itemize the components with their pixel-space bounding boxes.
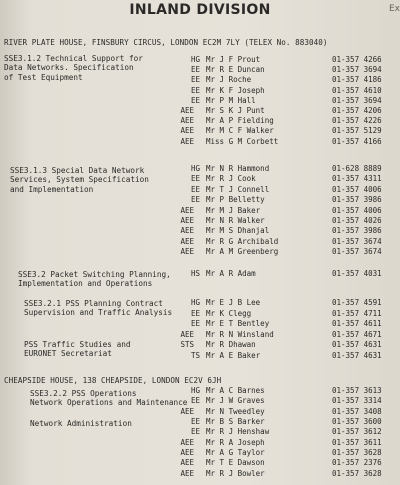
staff-telephone: 01-357 4006: [332, 184, 382, 194]
edge-mark: Ex: [388, 4, 400, 14]
staff-grade: HS: [190, 269, 200, 278]
staff-entry: [0, 86, 400, 95]
staff-grade: EE: [190, 308, 200, 318]
staff-entry: [0, 386, 400, 395]
staff-telephone: 01-357 4166: [332, 136, 382, 146]
staff-name: Mr A R Adam: [206, 269, 256, 278]
staff-name: Mr R E Duncan: [206, 65, 265, 75]
staff-grade: AEE: [180, 116, 194, 126]
staff-entry: [0, 65, 400, 74]
staff-entry: [0, 216, 400, 225]
staff-name: Mr T J Connell: [206, 184, 270, 194]
staff-name: Miss G M Corbett: [206, 136, 279, 146]
staff-entry: [0, 72, 400, 85]
staff-telephone: 01-357 3694: [332, 65, 382, 75]
staff-name: Mr A P Fielding: [206, 116, 274, 126]
section-heading-line: Network Administration: [30, 419, 132, 428]
page-title: INLAND DIVISION: [129, 2, 271, 18]
staff-telephone: 01-357 4266: [332, 55, 382, 64]
section-heading-line: SSE3.2.2 PSS Operations: [30, 389, 137, 398]
staff-name: Mr A G Taylor: [206, 447, 265, 457]
staff-grade: AEE: [180, 216, 194, 225]
staff-entry: [0, 417, 400, 426]
staff-telephone: 01-357 4610: [332, 85, 382, 95]
staff-name: Mr R J Henshaw: [206, 427, 270, 437]
staff-grade: AEE: [180, 447, 194, 457]
staff-name: Mr R J Bowler: [206, 468, 265, 478]
staff-entry: [0, 174, 400, 183]
staff-grade: EE: [190, 85, 200, 95]
staff-grade: EE: [190, 75, 200, 85]
staff-telephone: 01-357 4006: [332, 205, 382, 215]
staff-name: Mr T E Dawson: [206, 458, 265, 468]
staff-telephone: 01-628 8889: [332, 164, 382, 173]
staff-name: Mr R Dhawan: [206, 340, 256, 349]
staff-name: Mr R G Archibald: [206, 236, 279, 246]
section-heading-line: EURONET Secretariat: [24, 349, 112, 359]
staff-name: Mr J Roche: [206, 75, 252, 85]
staff-entry: [0, 137, 400, 146]
staff-grade: TS: [190, 350, 200, 360]
staff-name: Mr M S Dhanjal: [206, 226, 270, 236]
staff-name: Mr N R Hammond: [206, 164, 270, 173]
staff-grade: EE: [190, 427, 200, 437]
staff-telephone: 01-357 2376: [332, 458, 382, 468]
staff-entry: [0, 351, 400, 360]
staff-entry: [0, 164, 400, 173]
staff-name: Mr A M Greenberg: [206, 247, 279, 257]
staff-grade: AEE: [180, 468, 194, 478]
staff-telephone: 01-357 4631: [332, 350, 382, 360]
section-heading-line: of Test Equipment: [4, 72, 83, 82]
staff-grade: AEE: [180, 126, 194, 136]
staff-name: Mr M J Baker: [206, 205, 261, 215]
staff-telephone: 01-357 4186: [332, 75, 382, 85]
section-heading-line: Services, System Specification: [10, 175, 149, 185]
staff-telephone: 01-357 3628: [332, 468, 382, 478]
staff-telephone: 01-357 4671: [332, 329, 382, 339]
staff-entry: [0, 206, 400, 215]
staff-entry: [0, 226, 400, 235]
staff-name: Mr K Clegg: [206, 308, 252, 318]
staff-telephone: 01-357 4226: [332, 116, 382, 126]
staff-grade: HG: [190, 55, 200, 64]
staff-telephone: 01-357 4631: [332, 340, 382, 349]
staff-entry: [0, 427, 400, 436]
staff-grade: AEE: [180, 437, 194, 447]
staff-name: Mr J F Prout: [206, 55, 261, 64]
staff-grade: EE: [190, 417, 200, 426]
staff-entry: [0, 126, 400, 135]
staff-entry: [0, 269, 400, 278]
staff-entry: [0, 340, 400, 349]
section-heading-line: PSS Traffic Studies and: [24, 340, 131, 349]
staff-grade: AEE: [180, 106, 194, 115]
section-heading-line: SSE3.2 Packet Switching Planning,: [18, 270, 171, 279]
staff-name: Mr A E Baker: [206, 350, 261, 360]
section-heading-line: SSE3.1.2 Technical Support for: [4, 54, 143, 63]
staff-telephone: 01-357 3986: [332, 195, 382, 205]
staff-telephone: 01-357 4591: [332, 298, 382, 307]
staff-telephone: 01-357 3314: [332, 396, 382, 406]
staff-telephone: 01-357 3986: [332, 226, 382, 236]
staff-grade: AEE: [180, 247, 194, 257]
staff-grade: HG: [190, 386, 200, 395]
staff-entry: [0, 396, 400, 408]
staff-entry: [0, 96, 400, 105]
staff-telephone: 01-357 3600: [332, 417, 382, 426]
staff-entry: [0, 195, 400, 204]
staff-name: Mr R A Joseph: [206, 437, 265, 447]
staff-telephone: 01-357 4611: [332, 319, 382, 328]
staff-grade: EE: [190, 174, 200, 184]
staff-name: Mr N R Walker: [206, 216, 265, 225]
section-heading-line: SSE3.1.3 Special Data Network: [10, 166, 145, 175]
staff-grade: HG: [190, 298, 200, 307]
staff-entry: [0, 319, 400, 328]
staff-entry: [0, 237, 400, 246]
staff-entry: [0, 247, 400, 256]
staff-grade: AEE: [180, 329, 194, 339]
staff-entry: [0, 116, 400, 125]
staff-entry: [0, 469, 400, 478]
staff-grade: AEE: [180, 205, 194, 215]
staff-name: Mr M C F Walker: [206, 126, 274, 136]
staff-entry: [0, 185, 400, 194]
staff-name: Mr P Belletty: [206, 195, 265, 205]
staff-grade: EE: [190, 396, 200, 406]
staff-telephone: 01-357 3613: [332, 386, 382, 395]
staff-grade: AEE: [180, 226, 194, 236]
staff-grade: AEE: [180, 136, 194, 146]
staff-name: Mr B S Barker: [206, 417, 265, 426]
staff-grade: EE: [190, 95, 200, 105]
staff-grade: EE: [190, 184, 200, 194]
staff-telephone: 01-357 4311: [332, 174, 382, 184]
staff-name: Mr R J Cook: [206, 174, 256, 184]
staff-entry: [0, 55, 400, 64]
staff-telephone: 01-357 4206: [332, 106, 382, 115]
section-heading-line: Supervision and Traffic Analysis: [24, 308, 173, 318]
staff-telephone: 01-357 3611: [332, 437, 382, 447]
staff-entry: [0, 298, 400, 307]
staff-name: Mr E J B Lee: [206, 298, 261, 307]
section-heading-line: SSE3.2.1 PSS Planning Contract: [24, 299, 163, 308]
staff-grade: AEE: [180, 458, 194, 468]
staff-grade: EE: [190, 195, 200, 205]
staff-entry: [0, 458, 400, 467]
staff-entry: [0, 106, 400, 115]
staff-name: Mr K F Joseph: [206, 85, 265, 95]
staff-name: Mr S K J Punt: [206, 106, 265, 115]
staff-telephone: 01-357 4711: [332, 308, 382, 318]
staff-grade: AEE: [180, 236, 194, 246]
staff-grade: EE: [190, 65, 200, 75]
staff-telephone: 01-357 3408: [332, 406, 382, 416]
staff-name: Mr E T Bentley: [206, 319, 270, 328]
section-heading-line: Network Operations and Maintenance: [30, 398, 188, 408]
staff-entry: [0, 407, 400, 416]
staff-name: Mr R N Winsland: [206, 329, 274, 339]
address-cheapside-house: CHEAPSIDE HOUSE, 138 CHEAPSIDE, LONDON EC2V 6JH: [4, 376, 222, 385]
staff-telephone: 01-357 3628: [332, 447, 382, 457]
staff-telephone: 01-357 5129: [332, 126, 382, 136]
staff-grade: AEE: [180, 406, 194, 416]
staff-name: Mr J W Graves: [206, 396, 265, 406]
section-heading-line: Data Networks. Specification: [4, 63, 134, 73]
staff-telephone: 01-357 3674: [332, 236, 382, 246]
staff-entry: [0, 309, 400, 318]
staff-name: Mr A C Barnes: [206, 386, 265, 395]
staff-entry: [0, 448, 400, 457]
section-heading-line: Implementation and Operations: [18, 279, 153, 289]
section-heading-line: and Implementation: [10, 184, 94, 194]
staff-grade: EE: [190, 319, 200, 328]
staff-entry: [0, 438, 400, 447]
staff-name: Mr N Tweedley: [206, 406, 265, 416]
staff-telephone: 01-357 4031: [332, 269, 382, 278]
address-river-plate-house: RIVER PLATE HOUSE, FINSBURY CIRCUS, LONDON EC2M 7LY (TELEX No. 883040): [4, 38, 328, 47]
staff-name: Mr P M Hall: [206, 95, 256, 105]
staff-telephone: 01-357 4026: [332, 216, 382, 225]
staff-entry: [0, 330, 400, 339]
staff-telephone: 01-357 3694: [332, 95, 382, 105]
staff-grade: STS: [180, 340, 194, 349]
staff-telephone: 01-357 3674: [332, 247, 382, 257]
staff-grade: HG: [190, 164, 200, 173]
staff-telephone: 01-357 3612: [332, 427, 382, 437]
